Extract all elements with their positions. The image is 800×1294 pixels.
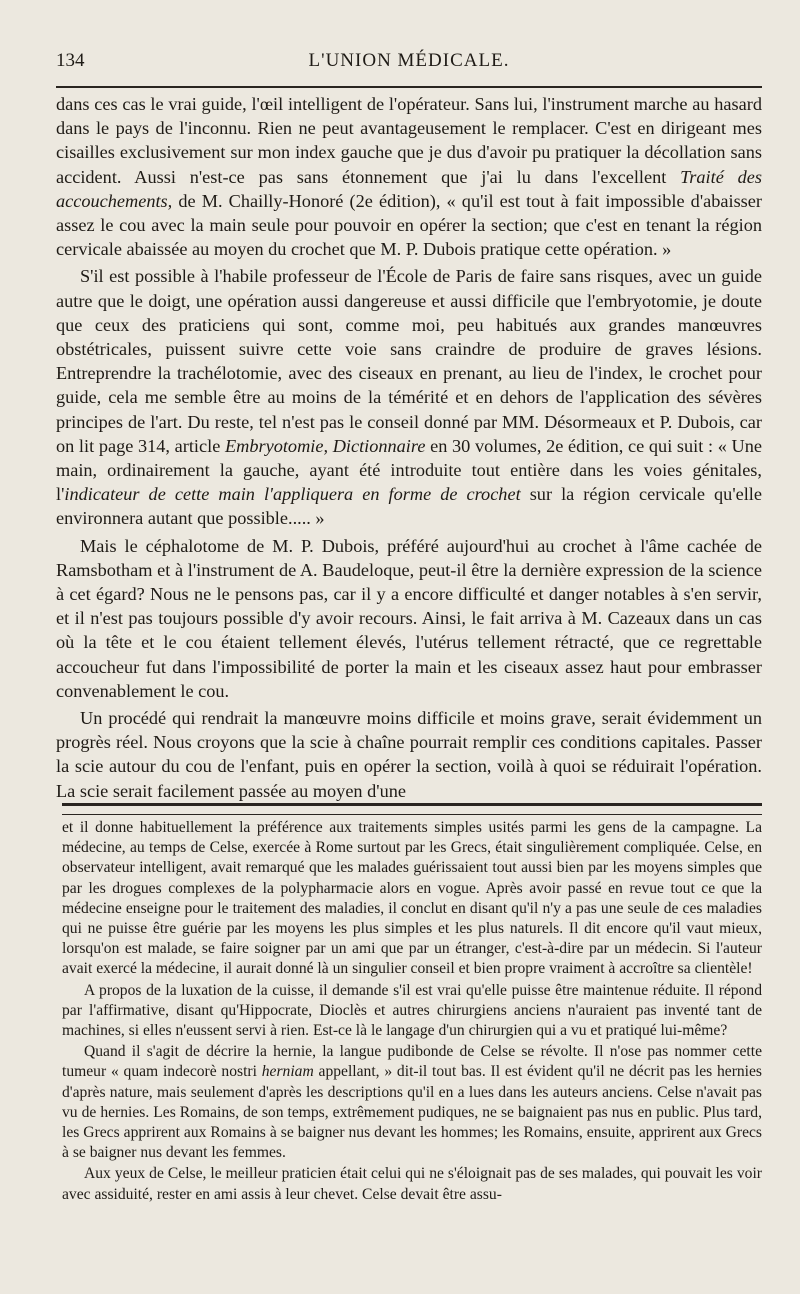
book-title: Traité des accouchements, xyxy=(56,166,762,211)
feuilleton-paragraph: et il donne habituellement la préférence aux traitements simples usités parmi les gens de la campagne. La médecine, au temps de Celse, exercée à Rome surtout par les Grecs, était singulièrement compliquée. Celse, en observateur intelligent, avait remarqué que les malades guérissaient tout aussi bien par les moyens simples que par les drogues complexes de la polypharmacie alors en vogue. Après avoir passé en revue tout ce que la médecine enseigne pour le traitement des maladies, il conclut en disant qu'il n'y a pas une seule de ces maladies qui ne puisse être guérie par les moyens les plus simples et les plus naturels. Il dit encore qu'il vaut mieux, lorsqu'on est malade, se faire soigner par un ami que par un étranger, c'est-à-dire par un médecin. Si l'auteur avait exercé la médecine, il aurait donné là un singulier conseil et bien propre vraiment à accroître sa clientèle! xyxy=(62,819,762,978)
main-paragraph: Mais le céphalotome de M. P. Dubois, préféré aujourd'hui au crochet à l'âme cachée de Ramsbotham et à l'instrument de A. Baudeloque, peut-il être la dernière expression de la science à cet égard? Nous ne le pensons pas, car il y a encore difficulté et danger notables à s'en servir, et il n'est pas toujours possible d'y avoir recours. Ainsi, le fait arriva à M. Cazeaux dans un cas où la tête et le cou étaient tellement élevés, l'utérus tellement rétracté, que ce regrettable accoucheur fut dans l'impossibilité de porter la main et les ciseaux assez haut pour embrasser convenablement le cou. xyxy=(56,535,762,701)
latin-term: herniam xyxy=(261,1063,314,1081)
feuilleton-paragraph: Aux yeux de Celse, le meilleur praticien était celui qui ne s'éloignait pas de ses malades, qui pouvait les voir avec assiduité, rester en ami assis à leur chevet. Celse devait être assu- xyxy=(62,1165,762,1203)
dictionary-reference: Embryotomie, Dictionnaire xyxy=(224,435,426,456)
page-header xyxy=(56,50,762,80)
main-paragraph: S'il est possible à l'habile professeur de l'École de Paris de faire sans risques, avec un guide autre que le doigt, une opération aussi dangereuse et aussi difficile que l'embryotomie, je doute que ceux des praticiens qui sont, comme moi, peu habitués aux grandes manœuvres obstétricales, puissent suivre cette voie sans craindre de produire de graves lésions. Entreprendre la trachélotomie, avec des ciseaux en prenant, au lieu de l'index, le crochet pour guide, cela me semble être au moins de la témérité et en dehors de l'application des sévères principes de l'art. Du reste, tel n'est pas le conseil donné par MM. Désormeaux et P. Dubois, car on lit page 314, article Embryotomie, Dictionnaire en 30 volumes, 2e édition, ce qui suit : « Une main, ordinairement la gauche, ayant été introduite tout entière dans les voies génitales, l'indicateur de cette main l'appliquera en forme de crochet sur la région cervicale qu'elle environnera autant que possible..... » xyxy=(56,266,762,529)
main-text xyxy=(56,92,762,803)
feuilleton-text xyxy=(62,818,762,1205)
main-paragraph: dans ces cas le vrai guide, l'œil intelligent de l'opérateur. Sans lui, l'instrument marche au hasard dans le pays de l'inconnu. Rien ne peut avantageusement le remplacer. C'est en dirigeant mes cisailles exclusivement sur mon index gauche que je dus d'avoir pu pratiquer la décollation sans accident. Aussi n'est-ce pas sans étonnement que j'ai lu dans l'excellent Traité des accouchements, de M. Chailly-Honoré (2e édition), « qu'il est tout à fait impossible d'abaisser assez le cou avec la main seule pour pouvoir en opérer la section; que c'est en tenant la région cervicale abaissée au moyen du crochet que M. P. Dubois pratique cette opération. » xyxy=(56,94,762,260)
quoted-emphasis: indicateur de cette main l'appliquera en forme de crochet xyxy=(64,484,521,505)
page-number: 134 xyxy=(56,50,85,71)
header-rule xyxy=(56,86,762,88)
feuilleton-paragraph: Quand il s'agit de décrire la hernie, la langue pudibonde de Celse se révolte. Il n'ose pas nommer cette tumeur « quam indecorè nostri herniam appellant, » dit-il tout bas. Il est évident qu'il ne décrit pas les hernies d'après nature, mais seulement d'après les descriptions qu'il en a lues dans les auteurs anciens. Celse n'avait pas vu de hernies. Les Romains, de son temps, extrêmement pudiques, ne se baignaient pas nus en public. Plus tard, les Grecs apprirent aux Romains à se baigner nus devant les hommes; les Romains, ensuite, apprirent aux Grecs à se baigner nus devant les femmes. xyxy=(62,1043,763,1162)
feuilleton-paragraph: A propos de la luxation de la cuisse, il demande s'il est vrai qu'elle puisse être maintenue réduite. Il répond par l'affirmative, disant qu'Hippocrate, Dioclès et autres chirurgiens anciens n'auraient pas inventé tant de machines, si elles n'eussent servi à rien. Est-ce là le langage d'un chirurgien qui a vu et pratiqué lui-même? xyxy=(62,981,762,1040)
running-title: L'UNION MÉDICALE. xyxy=(308,50,510,71)
section-divider xyxy=(62,803,762,815)
main-paragraph: Un procédé qui rendrait la manœuvre moins difficile et moins grave, serait évidemment un progrès réel. Nous croyons que la scie à chaîne pourrait remplir ces conditions capitales. Passer la scie autour du cou de l'enfant, puis en opérer la section, voilà à quoi se réduirait l'opération. La scie serait facilement passée au moyen d'une xyxy=(56,708,762,801)
